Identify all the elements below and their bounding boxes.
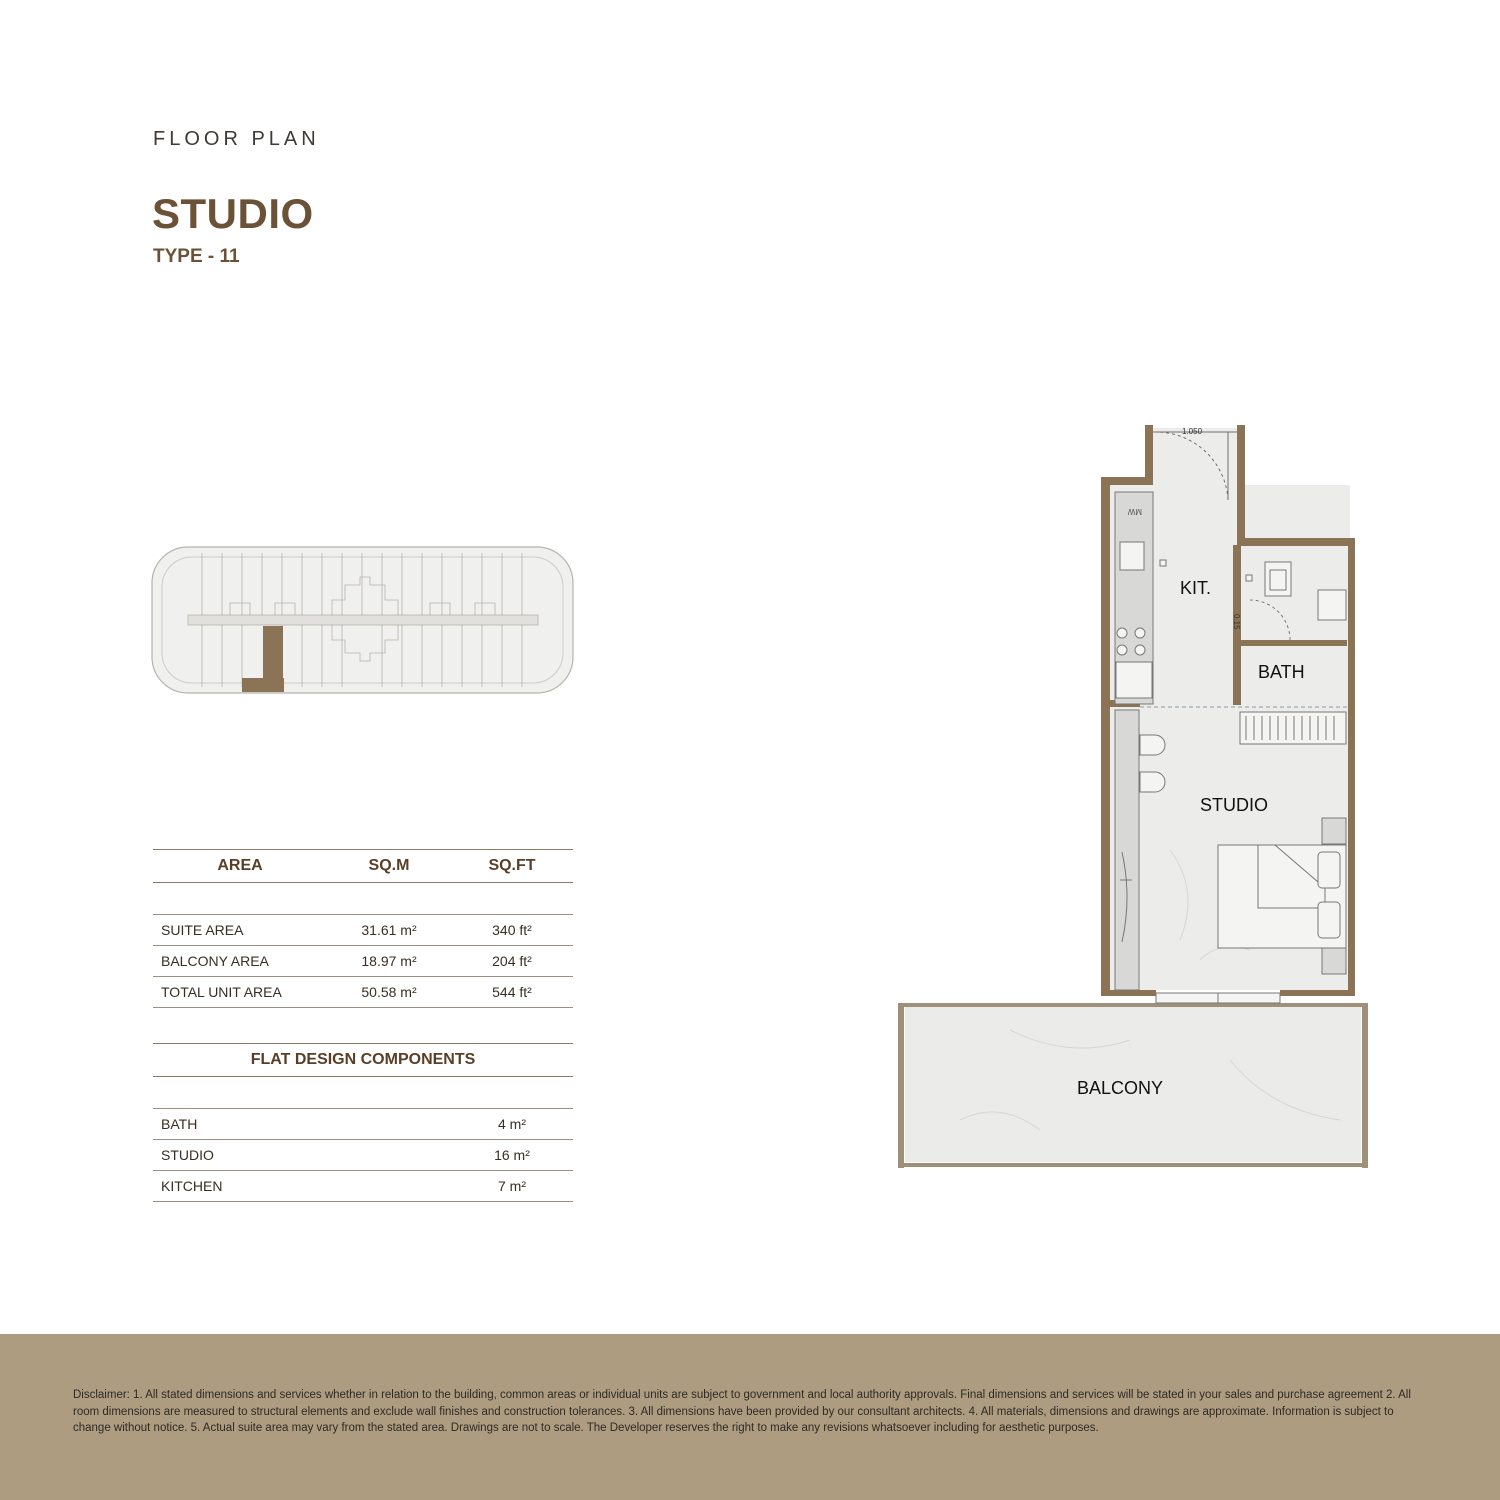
row-value: 4 m²	[451, 1109, 573, 1140]
row-label: KITCHEN	[153, 1171, 327, 1202]
row-sqft: 340 ft²	[451, 915, 573, 946]
row-sqm: 18.97 m²	[327, 946, 451, 977]
entry-dimension: 1.050	[1182, 427, 1203, 436]
building-key-plan	[150, 545, 575, 695]
row-sqft: 544 ft²	[451, 977, 573, 1008]
page-title: STUDIO	[152, 190, 314, 237]
kitchen-label: KIT.	[1180, 578, 1212, 598]
row-value: 7 m²	[451, 1171, 573, 1202]
row-sqm: 31.61 m²	[327, 915, 451, 946]
table-row	[153, 1109, 573, 1140]
row-label: BALCONY AREA	[153, 946, 327, 977]
disclaimer-text: Disclaimer: 1. All stated dimensions and services whether in relation to the building, common areas or individual units are subject to government and local authority approvals. Final dimensions and services will be stated in your sales and purchase agreement 2. All room dimensions are measured to structural elements and exclude wall finishes and construction tolerances. 3. All dimensions have been provided by our consultant architects. 4. All materials, dimensions and drawings are approximate. Information is subject to change without notice. 5. Actual suite area may vary from the stated area. Drawings are not to scale. The Developer reserves the right to make any revisions whatsoever including for aesthetic purposes.	[73, 1389, 1411, 1434]
row-label: TOTAL UNIT AREA	[153, 977, 327, 1008]
unit-highlight	[263, 626, 283, 678]
row-label: SUITE AREA	[153, 915, 327, 946]
table-spacer	[153, 1077, 573, 1109]
table-row	[153, 1171, 573, 1202]
table-spacer	[153, 883, 573, 915]
components-table-header	[153, 1044, 573, 1077]
components-table	[153, 1043, 573, 1202]
unit-type: TYPE - 11	[153, 246, 240, 267]
table-row	[153, 977, 573, 1008]
section-kicker: FLOOR PLAN	[153, 128, 320, 150]
row-sqm: 50.58 m²	[327, 977, 451, 1008]
bath-door-dimension: 0.15	[1232, 614, 1241, 630]
mw-label: MW	[1127, 507, 1142, 516]
floor-plan-drawing	[895, 420, 1375, 1180]
components-header: FLAT DESIGN COMPONENTS	[153, 1044, 573, 1077]
table-row	[153, 946, 573, 977]
sqm-col-header: SQ.M	[327, 850, 451, 883]
area-table-header	[153, 850, 573, 883]
studio-label: STUDIO	[1200, 795, 1269, 815]
row-label: BATH	[153, 1109, 327, 1140]
row-label: STUDIO	[153, 1140, 327, 1171]
table-row	[153, 1140, 573, 1171]
wall-right	[1348, 538, 1355, 994]
table-row	[153, 915, 573, 946]
row-sqft: 204 ft²	[451, 946, 573, 977]
row-value: 16 m²	[451, 1140, 573, 1171]
wall-left	[1101, 477, 1110, 994]
bath-label: BATH	[1258, 662, 1305, 682]
sqft-col-header: SQ.FT	[451, 850, 573, 883]
balcony-label: BALCONY	[1077, 1078, 1164, 1098]
area-col-header: AREA	[153, 850, 327, 883]
area-table	[153, 849, 573, 1008]
